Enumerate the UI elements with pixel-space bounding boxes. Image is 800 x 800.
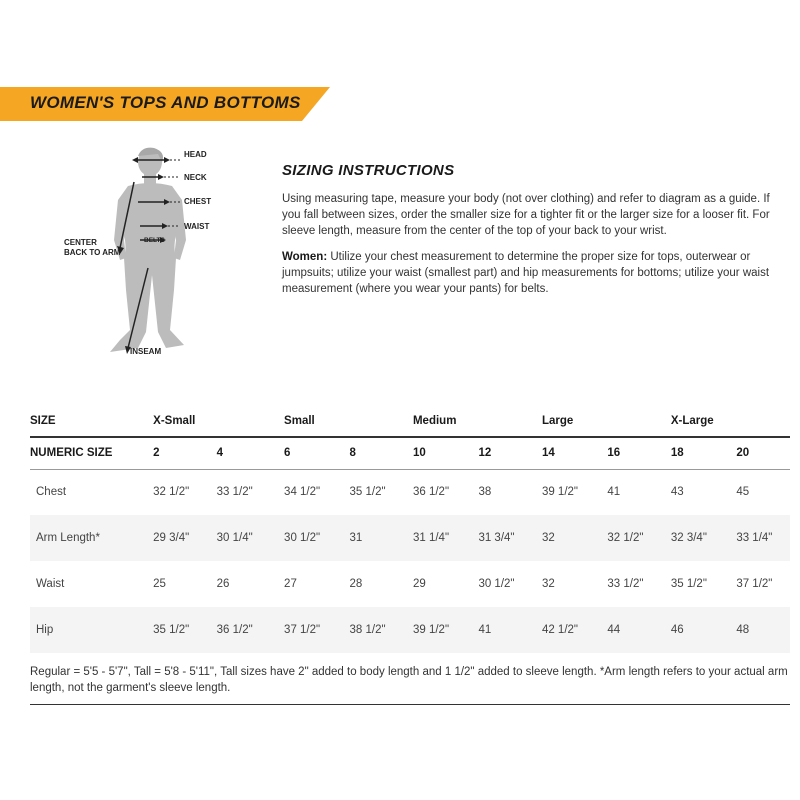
table-cell: 34 1/2"	[284, 486, 321, 499]
numeric-size-header: NUMERIC SIZE	[30, 447, 113, 460]
row-label: Arm Length*	[36, 532, 100, 544]
table-cell: 25	[153, 578, 166, 590]
label-belts: BELTS	[144, 237, 165, 244]
table-cell: 44	[607, 624, 621, 636]
table-cell: 30 1/2"	[284, 532, 321, 544]
table-cell: 42 1/2"	[541, 624, 578, 636]
table-cell: 45	[736, 486, 750, 499]
numeric-size-cell: 2	[153, 447, 160, 460]
numeric-size-cell: 16	[607, 447, 621, 460]
women-text: Utilize your chest measurement to determine the proper size for tops, outerwear or jumpsuits; utilize your waist (smallest part) and hip measurements for bottoms; utilize your waist measurement (where you wear your pants) for belts.	[282, 251, 770, 295]
size-large: Large	[541, 414, 574, 427]
size-xlarge: X-Large	[670, 414, 714, 427]
size-header: SIZE	[30, 414, 56, 427]
table-cell: 41	[478, 624, 492, 636]
label-inseam: INSEAM	[130, 347, 162, 356]
table-row-waist	[30, 561, 790, 607]
table-cell: 28	[349, 578, 363, 590]
size-note: Regular = 5'5 - 5'7", Tall = 5'8 - 5'11", Tall sizes have 2" added to body length and 1 1/2" added to sleeve length. *Arm length refers to your actual arm length, not the garment's sleeve length.	[30, 664, 790, 705]
section-title: WOMEN'S TOPS AND BOTTOMS	[30, 93, 301, 112]
size-chart-table	[30, 405, 790, 653]
row-label: Waist	[36, 578, 65, 590]
table-cell: 37 1/2"	[736, 578, 773, 590]
table-cell: 38 1/2"	[349, 624, 386, 636]
label-center-back-line1: CENTER	[64, 238, 97, 247]
table-cell: 32 1/2"	[153, 486, 190, 499]
label-waist: WAIST	[184, 222, 210, 231]
table-cell: 35 1/2"	[670, 578, 707, 590]
table-cell: 32 3/4"	[670, 532, 707, 544]
section-banner	[0, 87, 330, 121]
numeric-size-cell: 6	[284, 447, 291, 460]
table-cell: 31 1/4"	[412, 532, 450, 544]
label-center-back-line2: BACK TO ARM	[64, 248, 121, 257]
table-cell: 32 1/2"	[607, 532, 644, 544]
label-head: HEAD	[184, 150, 207, 159]
measurement-diagram	[58, 140, 248, 365]
table-cell: 26	[216, 578, 230, 590]
table-cell: 39 1/2"	[412, 624, 450, 636]
sizing-instructions	[282, 162, 782, 307]
size-header-row	[30, 405, 790, 437]
table-cell: 31 3/4"	[478, 532, 515, 544]
label-chest: CHEST	[184, 197, 212, 206]
size-xsmall: X-Small	[153, 414, 196, 427]
label-neck: NECK	[184, 173, 207, 182]
table-row-arm-length	[30, 515, 790, 561]
table-cell: 35 1/2"	[153, 624, 190, 636]
table-cell: 41	[607, 486, 621, 499]
table-cell: 35 1/2"	[349, 486, 386, 499]
numeric-size-cell: 20	[736, 447, 750, 460]
size-small: Small	[284, 414, 315, 427]
numeric-size-cell: 8	[349, 447, 356, 460]
instructions-paragraph-women	[282, 249, 782, 297]
table-row-chest	[30, 469, 790, 515]
table-cell: 36 1/2"	[412, 486, 450, 499]
table-cell: 46	[670, 624, 684, 636]
instructions-paragraph-general: Using measuring tape, measure your body (not over clothing) and refer to diagram as a guide. If you fall between sizes, order the smaller size for a tighter fit or the larger size for a looser fit. For sleeve length, measure from the center of the top of your back to your wrist.	[282, 193, 770, 237]
table-cell: 33 1/4"	[736, 532, 773, 544]
table-cell: 38	[478, 486, 492, 499]
table-cell: 33 1/2"	[216, 486, 253, 499]
numeric-size-cell: 10	[412, 447, 426, 460]
table-cell: 37 1/2"	[284, 624, 321, 636]
instructions-heading: SIZING INSTRUCTIONS	[282, 162, 455, 179]
table-cell: 27	[284, 578, 297, 590]
table-cell: 36 1/2"	[216, 624, 253, 636]
table-cell: 39 1/2"	[541, 486, 578, 499]
table-cell: 29 3/4"	[153, 532, 190, 544]
row-label: Chest	[36, 486, 67, 499]
table-cell: 33 1/2"	[607, 578, 644, 590]
table-row-hip	[30, 607, 790, 653]
table-cell: 32	[541, 578, 555, 590]
size-medium: Medium	[412, 414, 457, 427]
row-label: Hip	[36, 624, 54, 636]
table-cell: 43	[670, 486, 684, 499]
table-cell: 30 1/2"	[478, 578, 515, 590]
table-cell: 30 1/4"	[216, 532, 253, 544]
numeric-size-row	[30, 437, 790, 469]
table-cell: 48	[736, 624, 750, 636]
women-label: Women:	[282, 251, 328, 263]
numeric-size-cell: 18	[670, 447, 684, 460]
table-cell: 29	[412, 578, 426, 590]
numeric-size-cell: 14	[541, 447, 555, 460]
table-cell: 31	[349, 532, 363, 544]
table-cell: 32	[541, 532, 555, 544]
numeric-size-cell: 4	[216, 447, 224, 460]
numeric-size-cell: 12	[478, 447, 492, 460]
